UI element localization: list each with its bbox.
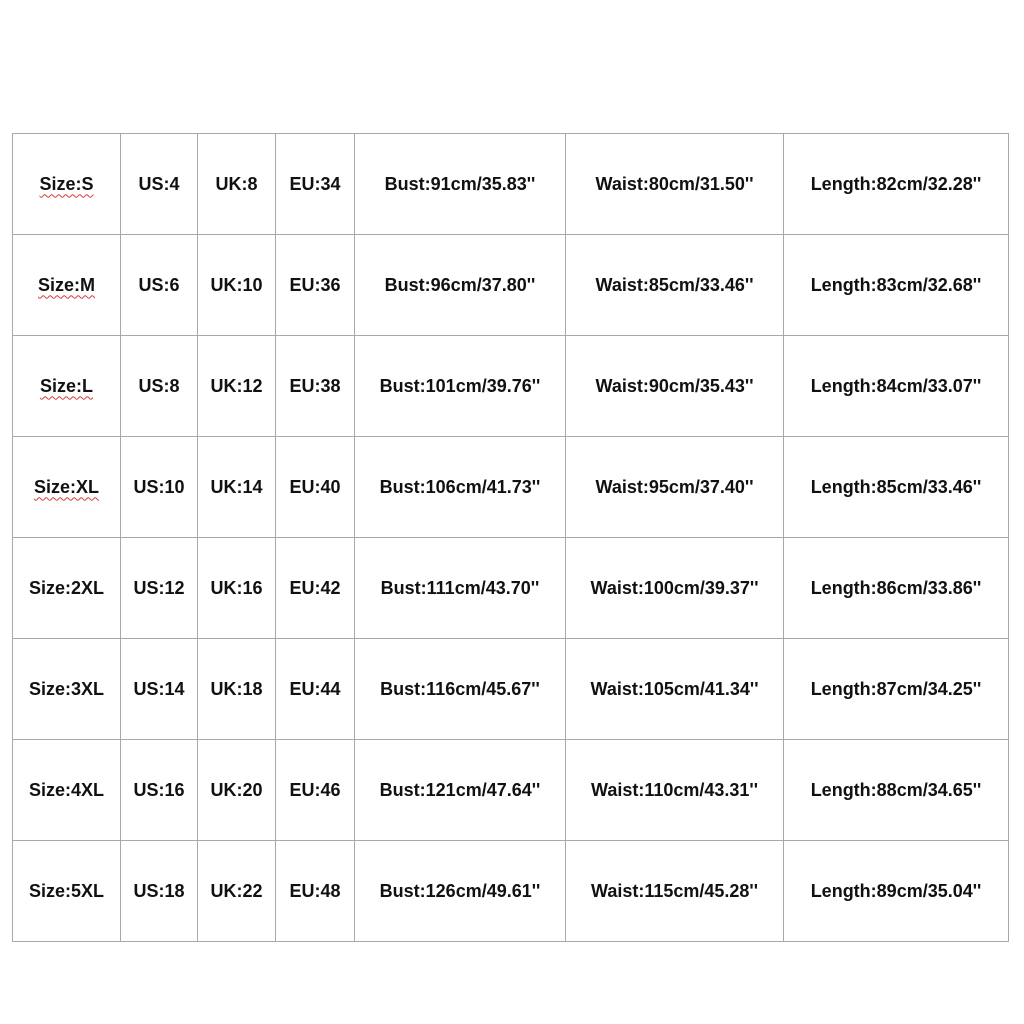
size-cell [13,841,121,942]
us-size-cell: US:10 [121,437,198,538]
size-cell [13,740,121,841]
eu-size-cell: EU:34 [276,134,355,235]
size-label: Size:5XL [28,880,105,901]
eu-size-cell: EU:46 [276,740,355,841]
eu-size-cell: EU:36 [276,235,355,336]
size-label: Size:4XL [28,779,105,800]
length-cell: Length:83cm/32.68'' [784,235,1009,336]
uk-size-cell: UK:12 [198,336,276,437]
bust-cell: Bust:121cm/47.64'' [355,740,566,841]
length-cell: Length:85cm/33.46'' [784,437,1009,538]
length-cell: Length:84cm/33.07'' [784,336,1009,437]
eu-size-cell: EU:38 [276,336,355,437]
us-size-cell: US:18 [121,841,198,942]
length-cell: Length:87cm/34.25'' [784,639,1009,740]
us-size-cell: US:4 [121,134,198,235]
uk-size-cell: UK:18 [198,639,276,740]
eu-size-cell: EU:42 [276,538,355,639]
eu-size-cell: EU:48 [276,841,355,942]
length-cell: Length:88cm/34.65'' [784,740,1009,841]
size-label: Size:S [39,173,94,194]
table-row [13,639,1009,740]
size-cell [13,437,121,538]
waist-cell: Waist:110cm/43.31'' [566,740,784,841]
table-row [13,437,1009,538]
us-size-cell: US:8 [121,336,198,437]
size-label: Size:2XL [28,577,105,598]
table-row [13,538,1009,639]
table-row [13,235,1009,336]
bust-cell: Bust:106cm/41.73'' [355,437,566,538]
uk-size-cell: UK:10 [198,235,276,336]
table-row [13,336,1009,437]
waist-cell: Waist:115cm/45.28'' [566,841,784,942]
length-cell: Length:82cm/32.28'' [784,134,1009,235]
uk-size-cell: UK:22 [198,841,276,942]
waist-cell: Waist:95cm/37.40'' [566,437,784,538]
size-cell [13,538,121,639]
bust-cell: Bust:111cm/43.70'' [355,538,566,639]
table-row [13,740,1009,841]
eu-size-cell: EU:40 [276,437,355,538]
us-size-cell: US:12 [121,538,198,639]
size-label: Size:L [39,375,93,396]
waist-cell: Waist:90cm/35.43'' [566,336,784,437]
table-row [13,841,1009,942]
bust-cell: Bust:91cm/35.83'' [355,134,566,235]
waist-cell: Waist:105cm/41.34'' [566,639,784,740]
length-cell: Length:89cm/35.04'' [784,841,1009,942]
length-cell: Length:86cm/33.86'' [784,538,1009,639]
table-row [13,134,1009,235]
size-cell [13,639,121,740]
eu-size-cell: EU:44 [276,639,355,740]
size-label: Size:3XL [28,678,105,699]
uk-size-cell: UK:14 [198,437,276,538]
size-cell [13,134,121,235]
size-cell [13,336,121,437]
size-chart-table [12,133,1009,942]
bust-cell: Bust:126cm/49.61'' [355,841,566,942]
uk-size-cell: UK:8 [198,134,276,235]
size-cell [13,235,121,336]
us-size-cell: US:6 [121,235,198,336]
bust-cell: Bust:116cm/45.67'' [355,639,566,740]
uk-size-cell: UK:16 [198,538,276,639]
waist-cell: Waist:80cm/31.50'' [566,134,784,235]
bust-cell: Bust:96cm/37.80'' [355,235,566,336]
size-label: Size:XL [33,476,99,497]
uk-size-cell: UK:20 [198,740,276,841]
waist-cell: Waist:85cm/33.46'' [566,235,784,336]
bust-cell: Bust:101cm/39.76'' [355,336,566,437]
us-size-cell: US:14 [121,639,198,740]
size-label: Size:M [37,274,95,295]
waist-cell: Waist:100cm/39.37'' [566,538,784,639]
us-size-cell: US:16 [121,740,198,841]
